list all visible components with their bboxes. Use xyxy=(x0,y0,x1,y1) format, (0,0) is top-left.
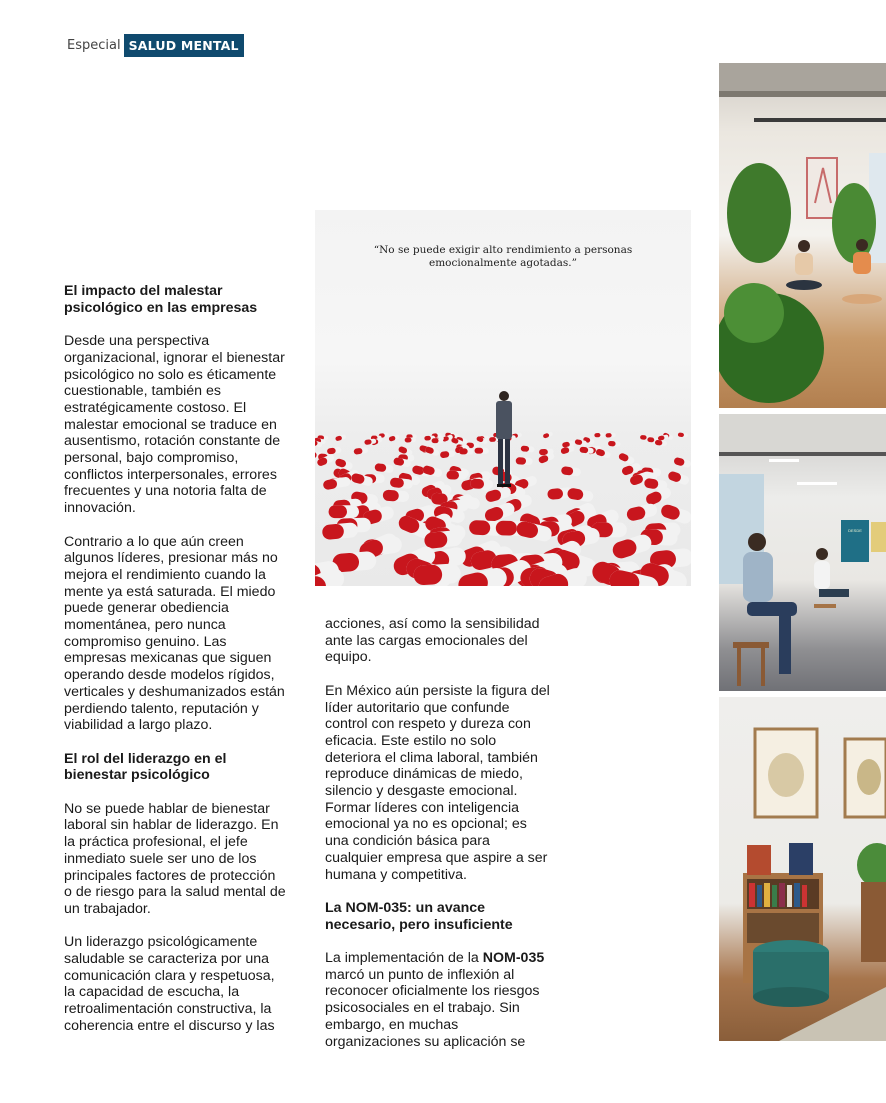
capsule-pill xyxy=(608,441,621,447)
capsule-pill xyxy=(322,477,346,491)
poster-text: DESDE xyxy=(848,528,862,533)
paragraph: Contrario a lo que aún creen algunos líderes, presionar más no mejora el rendimiento cuando la mente ya está saturada. El miedo puede generar obediencia momentánea, pero nunca compromiso genuino. Las empresas mexicanas que siguen operando desde modelos rígidos, verticales y deshumanizados están perdiendo talento, reputación y viabilidad a largo plazo. xyxy=(64,533,285,734)
capsule-pill xyxy=(353,447,368,455)
heading-liderazgo: El rol del liderazgo en el bienestar psicológico xyxy=(64,750,227,784)
capsule-pill xyxy=(516,457,533,465)
capsule-pill xyxy=(413,563,461,585)
photo-reading-corner xyxy=(719,697,886,1041)
paragraph xyxy=(325,950,550,1050)
capsule-pill xyxy=(618,452,636,465)
capsule-pill xyxy=(561,466,582,477)
capsule-pill xyxy=(440,450,456,459)
paragraph: acciones, así como la sensibilidad ante las cargas emocionales del equipo. xyxy=(325,616,540,666)
paragraph: En México aún persiste la figura del líder autoritario que confunde control con respeto y dureza con eficacia. Este estilo no solo deteriora el clima laboral, también reproduce dinámicas de miedo, silencio y desgaste emocional. Formar líderes con inteligencia emocional ya no es opcional; es una condición básica para cualquier empresa que aspire a ser humana y competitiva. xyxy=(325,682,550,883)
capsule-pill xyxy=(521,445,535,452)
capsule-pill xyxy=(382,489,409,502)
text-column-left xyxy=(64,283,286,1051)
heading-nom035: La NOM-035: un avance necesario, pero insuficiente xyxy=(325,899,513,933)
capsule-pill xyxy=(329,505,359,518)
capsule-pill xyxy=(374,463,394,473)
capsule-pill xyxy=(678,432,688,437)
capsule-pill xyxy=(594,433,604,438)
capsule-pill xyxy=(595,448,611,459)
capsule-pill xyxy=(605,433,615,438)
capsule-pill xyxy=(567,487,594,502)
text-span: marcó un punto de inflexión al reconocer oficialmente los riesgos psicosociales en el trabajo. Sin embargo, en muchas organizaciones su aplicación se xyxy=(325,966,540,1050)
text-column-middle xyxy=(325,616,550,1067)
capsule-pill xyxy=(673,457,691,469)
capsule-pill xyxy=(667,470,690,486)
nom-035-bold: NOM-035 xyxy=(482,950,545,967)
section-header xyxy=(67,34,244,56)
heading-impacto: El impacto del malestar psicológico en las empresas xyxy=(64,283,258,316)
capsule-pill xyxy=(470,479,493,490)
capsule-pill xyxy=(405,437,416,442)
capsule-pill xyxy=(446,471,467,480)
paragraph: Un liderazgo psicológicamente saludable se caracteriza por una comunicación clara y respetuosa, la capacidad de escucha, la retroalimentación constructiva, la coherencia entre el discurso y las xyxy=(64,934,275,1034)
capsule-pill xyxy=(655,440,668,446)
quote-line: “No se puede exigir alto rendimiento a personas xyxy=(373,244,633,256)
capsule-pill xyxy=(432,438,444,443)
capsule-pill xyxy=(483,501,516,524)
capsule-pill xyxy=(388,434,400,442)
capsule-pill xyxy=(659,503,691,525)
quote-line: emocionalmente agotadas.” xyxy=(429,257,577,269)
capsule-pill xyxy=(475,448,489,454)
photo-meditation-room xyxy=(719,63,886,408)
paragraph: No se puede hablar de bienestar laboral sin hablar de liderazgo. En la práctica profesional, el jefe inmediato suele ser uno de los principales factores de protección o de riesgo para la salud mental de un trabajador. xyxy=(64,800,286,917)
text-span: La implementación de la xyxy=(325,950,483,967)
capsule-pill xyxy=(543,431,554,438)
hero-quote xyxy=(355,244,651,270)
capsule-pill xyxy=(335,434,347,441)
section-label: Especial xyxy=(67,37,121,53)
capsule-pill xyxy=(459,448,473,454)
paragraph: Desde una perspectiva organizacional, ignorar el bienestar psicológico no solo es éticamente cuestionable, también es estratégicamente costoso. El malestar emocional se traduce en ausentismo, rotación constante de personal, bajo compromiso, conflictos interpersonales, errores frecuentes y una notoria falta de innovación. xyxy=(64,333,285,517)
capsule-pill xyxy=(626,502,659,522)
photo-office-seated xyxy=(719,414,886,691)
section-tag: SALUD MENTAL xyxy=(124,34,244,57)
capsule-pill xyxy=(327,447,342,455)
capsule-pill xyxy=(322,522,359,540)
hero-image-pills xyxy=(315,210,691,586)
